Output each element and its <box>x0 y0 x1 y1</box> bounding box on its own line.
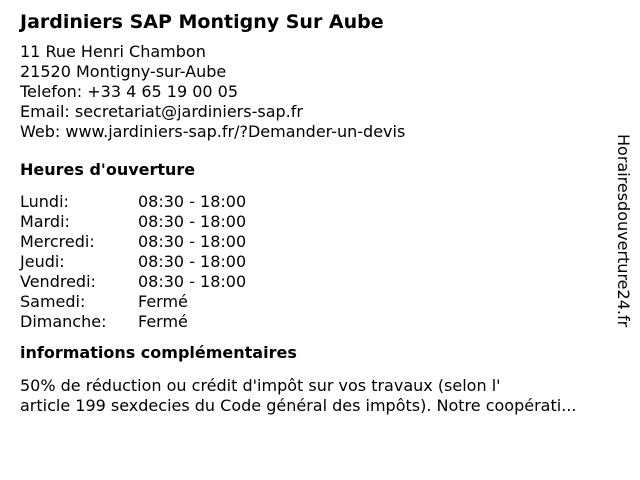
hours-row-thursday <box>20 252 620 272</box>
hours-row-saturday <box>20 292 620 312</box>
hours-row-sunday <box>20 312 620 332</box>
info-line: article 199 sexdecies du Code général des impôts). Notre coopérati... <box>20 396 577 415</box>
info-text <box>20 376 625 416</box>
day-hours: 08:30 - 18:00 <box>138 212 247 231</box>
address-city: 21520 Montigny-sur-Aube <box>20 62 227 81</box>
day-hours: 08:30 - 18:00 <box>138 272 247 291</box>
info-line: 50% de réduction ou crédit d'impôt sur vos travaux (selon l' <box>20 376 501 395</box>
business-name: Jardiniers SAP Montigny Sur Aube <box>20 11 384 33</box>
hours-table <box>20 192 620 332</box>
info-heading: informations complémentaires <box>20 343 297 362</box>
hours-row-tuesday <box>20 212 620 232</box>
site-watermark: Horairesdouverture24.fr <box>614 134 633 328</box>
day-hours: 08:30 - 18:00 <box>138 252 247 271</box>
hours-row-wednesday <box>20 232 620 252</box>
day-label: Samedi: <box>20 292 86 311</box>
hours-row-monday <box>20 192 620 212</box>
day-hours: Fermé <box>138 292 188 311</box>
phone-number[interactable]: Telefon: +33 4 65 19 00 05 <box>20 82 239 101</box>
day-label: Dimanche: <box>20 312 107 331</box>
address-block <box>20 42 620 142</box>
day-hours: 08:30 - 18:00 <box>138 192 247 211</box>
day-label: Mardi: <box>20 212 70 231</box>
day-label: Vendredi: <box>20 272 96 291</box>
hours-heading: Heures d'ouverture <box>20 160 196 179</box>
day-hours: Fermé <box>138 312 188 331</box>
address-street: 11 Rue Henri Chambon <box>20 42 206 61</box>
day-label: Mercredi: <box>20 232 95 251</box>
hours-row-friday <box>20 272 620 292</box>
email-address[interactable]: Email: secretariat@jardiniers-sap.fr <box>20 102 303 121</box>
day-hours: 08:30 - 18:00 <box>138 232 247 251</box>
day-label: Lundi: <box>20 192 69 211</box>
website-link[interactable]: Web: www.jardiniers-sap.fr/?Demander-un-devis <box>20 122 406 141</box>
business-card <box>20 10 620 416</box>
day-label: Jeudi: <box>20 252 65 271</box>
